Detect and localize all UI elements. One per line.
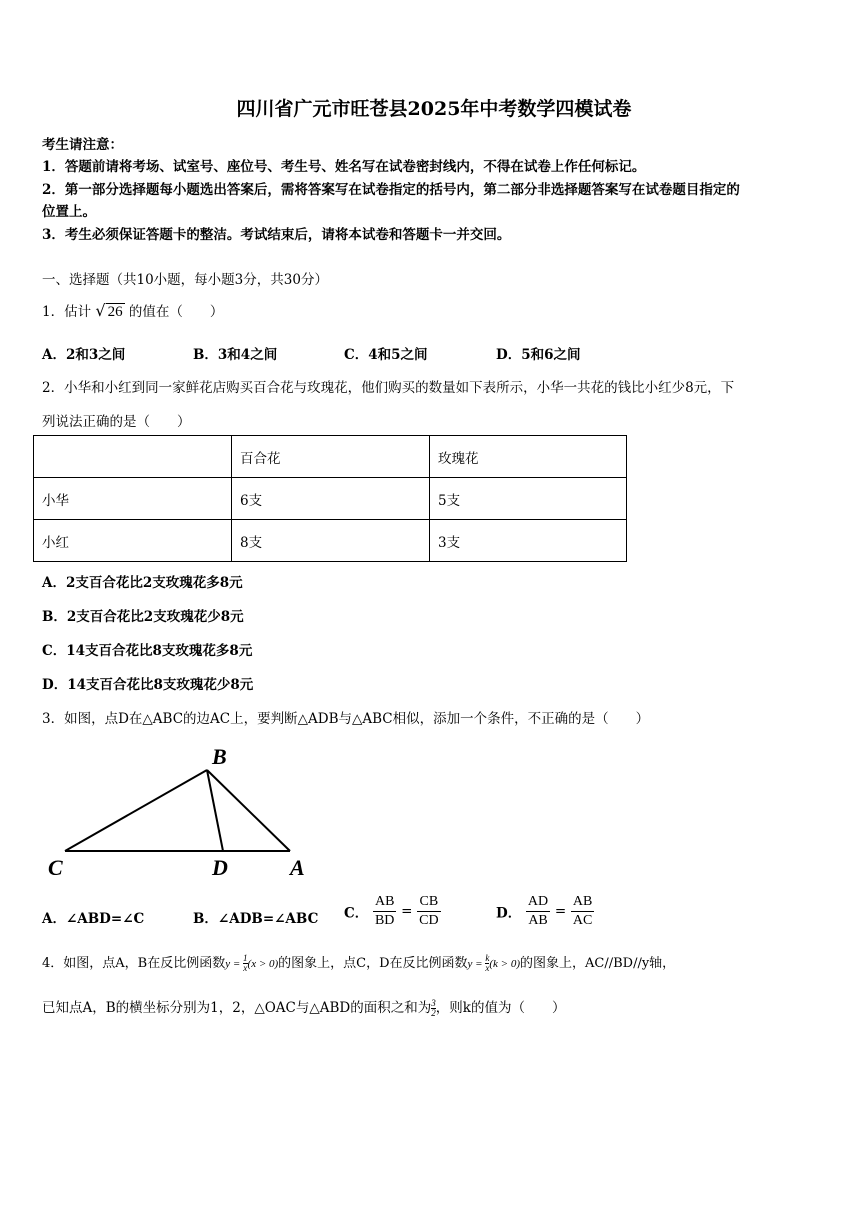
sqrt-radicand: 26 — [107, 304, 123, 320]
notice-line-1: 1．答题前请将考场、试室号、座位号、考生号、姓名写在试卷密封线内，不得在试卷上作任何标记。 — [42, 159, 646, 175]
fraction — [526, 893, 550, 930]
table-row — [34, 478, 627, 520]
denominator: AC — [572, 913, 593, 928]
function-lhs: y = — [467, 958, 486, 970]
q3-option-c[interactable] — [344, 893, 441, 930]
table-header-row — [34, 436, 627, 478]
q4-line-2 — [42, 996, 565, 1018]
numerator: AB — [373, 893, 396, 912]
denominator: 2 — [431, 1008, 436, 1018]
q4-text-part: 的图象上，点C，D在反比例函数 — [278, 956, 468, 971]
table-cell: 小红 — [34, 520, 232, 562]
denominator: x — [485, 963, 490, 973]
q3-option-b[interactable]: B．∠ADB=∠ABC — [193, 911, 319, 927]
function-condition: (x > 0) — [247, 958, 279, 970]
denominator: x — [243, 963, 248, 973]
section-heading: 一、选择题（共10小题，每小题3分，共30分） — [42, 272, 328, 288]
notice-heading: 考生请注意： — [42, 137, 123, 153]
notice-line-2b: 位置上。 — [42, 204, 96, 220]
q1-prefix: 1．估计 — [42, 304, 92, 320]
numerator: AB — [571, 893, 594, 912]
q3-option-c-label: C． — [344, 905, 369, 922]
q4-text-part: 的图象上，AC//BD//y轴， — [520, 956, 676, 971]
q1-option-c[interactable]: C．4和5之间 — [344, 347, 428, 363]
denominator: BD — [374, 913, 395, 928]
label-d: D — [212, 855, 228, 880]
q1-option-a[interactable]: A．2和3之间 — [42, 347, 126, 363]
q3-option-d[interactable] — [496, 893, 594, 930]
q2-option-b[interactable]: B．2支百合花比2支玫瑰花少8元 — [42, 609, 244, 625]
q1-suffix: 的值在（ ） — [128, 304, 224, 320]
q4-text-part: 已知点A，B的横坐标分别为1，2，△OAC与△ABD的面积之和为 — [42, 1000, 432, 1016]
table-header-cell — [34, 436, 232, 478]
q1-option-d[interactable]: D．5和6之间 — [496, 347, 581, 363]
equals-sign: = — [401, 903, 413, 920]
question-1 — [42, 300, 223, 321]
table-cell: 8支 — [232, 520, 430, 562]
numerator: CB — [417, 893, 440, 912]
q4-text-part: 4．如图，点A，B在反比例函数 — [42, 956, 226, 971]
equals-sign: = — [554, 903, 567, 920]
purchase-table — [33, 435, 627, 562]
label-a: A — [290, 855, 305, 880]
segment-cb — [65, 770, 207, 851]
sqrt-expression: √ 26 — [95, 301, 123, 320]
q3-text: 3．如图，点D在△ABC的边AC上，要判断△ADB与△ABC相似，添加一个条件，不正确的是（ ） — [42, 711, 650, 727]
q3-option-a[interactable]: A．∠ABD=∠C — [42, 911, 145, 927]
triangle-figure — [40, 738, 330, 883]
table-cell: 5支 — [430, 478, 627, 520]
q2-line-1: 2．小华和小红到同一家鲜花店购买百合花与玫瑰花，他们购买的数量如下表所示，小华一共花的钱比小红少8元，下 — [42, 380, 735, 396]
q2-option-c[interactable]: C．14支百合花比8支玫瑰花多8元 — [42, 643, 253, 659]
table-header-cell: 玫瑰花 — [430, 436, 627, 478]
q2-option-d[interactable]: D．14支百合花比8支玫瑰花少8元 — [42, 677, 254, 693]
q4-line-1 — [42, 952, 675, 973]
q2-line-2: 列说法正确的是（ ） — [42, 414, 191, 430]
q3-option-d-label: D． — [496, 905, 522, 922]
label-b: B — [212, 744, 227, 769]
table-cell: 小华 — [34, 478, 232, 520]
segment-ba — [207, 770, 290, 851]
numerator: 3 — [431, 998, 436, 1008]
fraction — [571, 893, 594, 930]
function-lhs: y = — [225, 958, 244, 970]
q1-option-b[interactable]: B．3和4之间 — [193, 347, 278, 363]
table-cell: 6支 — [232, 478, 430, 520]
table-row — [34, 520, 627, 562]
table-header-cell: 百合花 — [232, 436, 430, 478]
notice-line-2a: 2．第一部分选择题每小题选出答案后，需将答案写在试卷指定的括号内，第二部分非选择题答案写在试卷题目指定的 — [42, 182, 740, 198]
label-c: C — [48, 855, 63, 880]
table-cell: 3支 — [430, 520, 627, 562]
page-title: 四川省广元市旺苍县2025年中考数学四模试卷 — [236, 98, 632, 120]
denominator: CD — [419, 913, 439, 928]
function-condition: (k > 0) — [489, 958, 520, 970]
q4-text-part: ，则k的值为（ ） — [435, 1000, 566, 1016]
numerator: 1 — [243, 953, 248, 963]
q2-option-a[interactable]: A．2支百合花比2支玫瑰花多8元 — [42, 575, 243, 591]
numerator: AD — [526, 893, 550, 912]
fraction — [417, 893, 440, 930]
denominator: AB — [528, 913, 548, 928]
notice-line-3: 3．考生必须保证答题卡的整洁。考试结束后，请将本试卷和答题卡一并交回。 — [42, 227, 511, 243]
fraction — [373, 893, 396, 930]
numerator: k — [485, 953, 490, 963]
